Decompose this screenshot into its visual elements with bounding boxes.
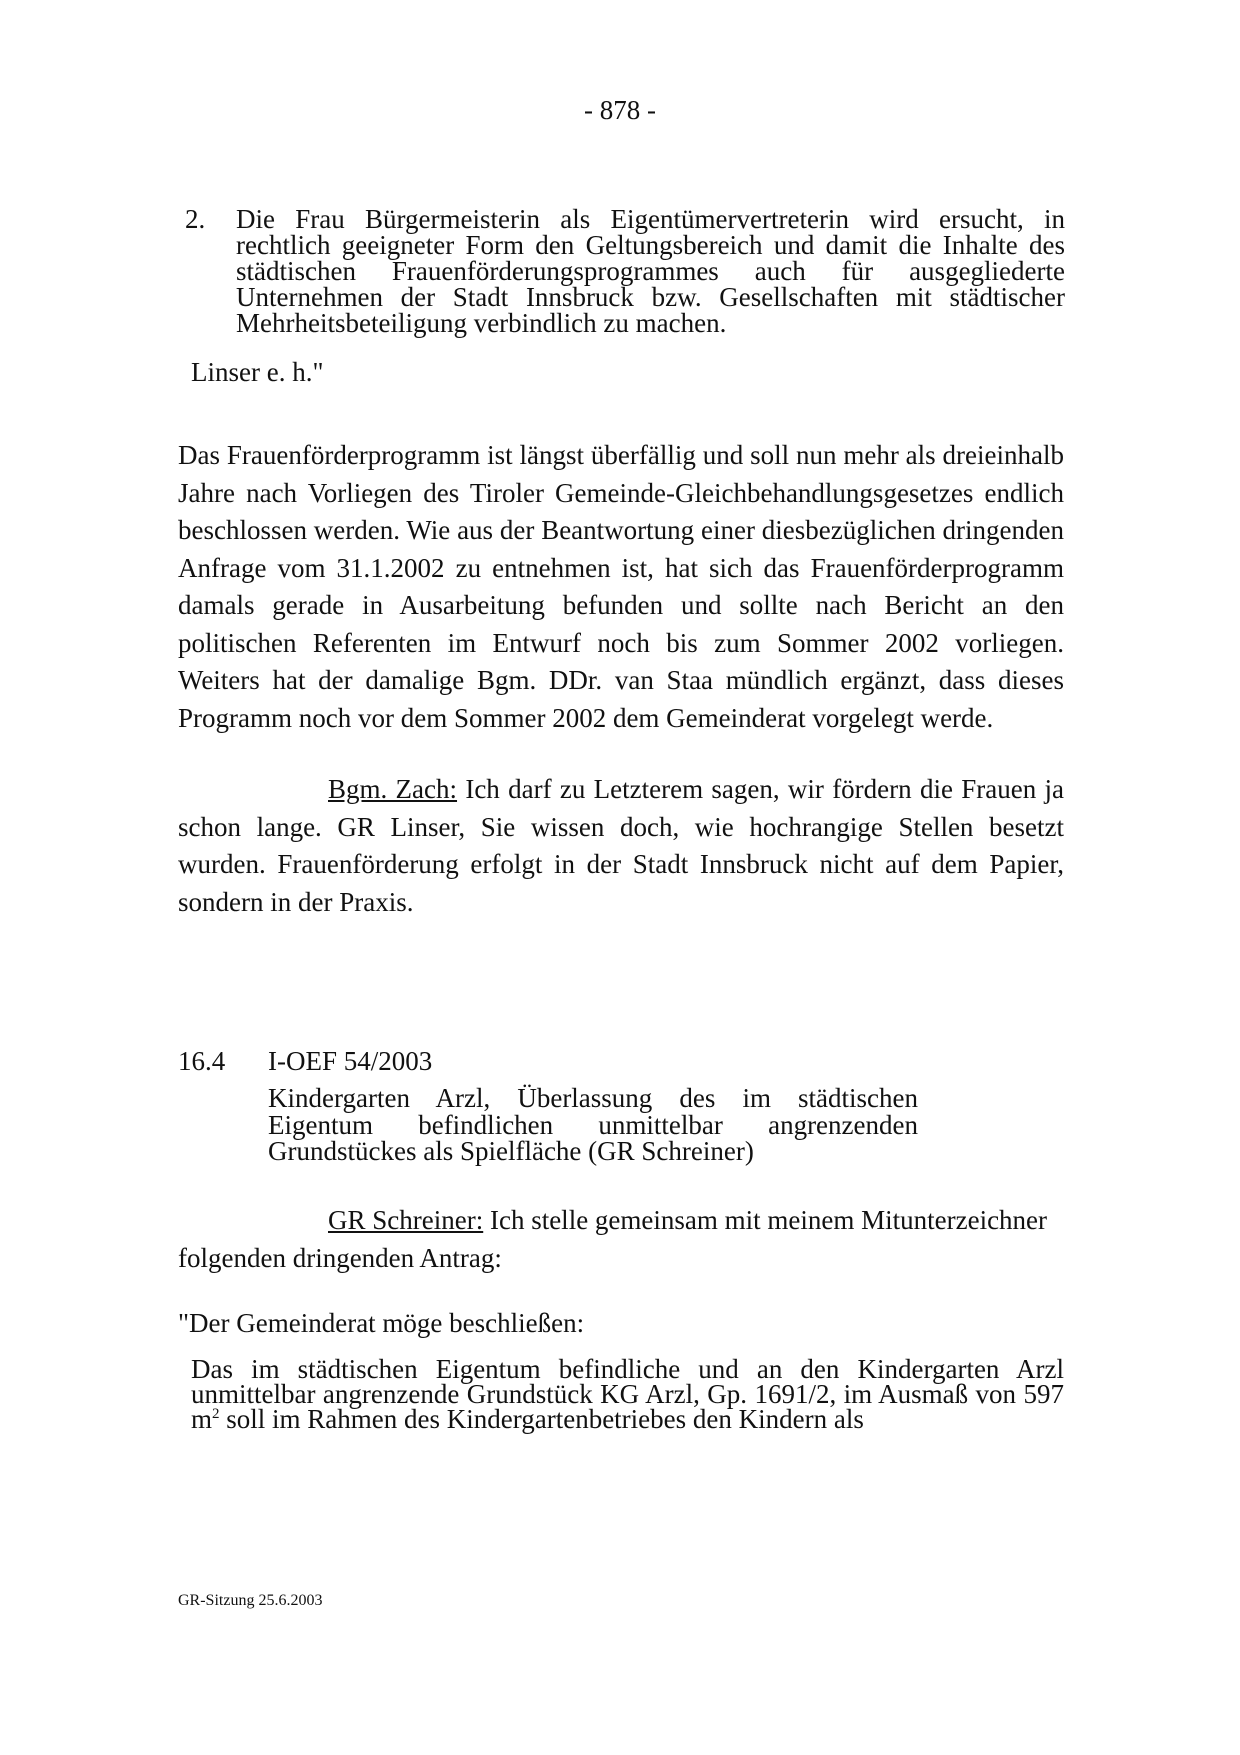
agenda-item-subject: Kindergarten Arzl, Überlassung des im städtischen Eigentum befindlichen unmittelbar angrenzenden Grundstückes als Spielfläche (GR Schreiner) xyxy=(268,1083,918,1166)
speaker-statement: Ich darf zu Letzterem sagen, wir fördern die Frauen ja schon lange. GR Linser, Sie wissen doch, wie hochrangige Stellen besetzt wurden. Frauenförderung erfolgt in der Stadt Innsbruck nicht auf dem Papier, sondern in der Praxis. xyxy=(178,774,1064,917)
agenda-item-number: 16.4 xyxy=(178,1046,226,1076)
page-footer: GR-Sitzung 25.6.2003 xyxy=(178,1592,323,1609)
list-item-number: 2. xyxy=(185,204,206,234)
area-unit-superscript: 2 xyxy=(212,1406,220,1422)
motion-body xyxy=(191,1354,1064,1434)
body-paragraph-2 xyxy=(178,771,1064,921)
agenda-item-reference: I-OEF 54/2003 xyxy=(268,1046,433,1076)
motion-text-part-1: Das im städtischen Eigentum befindliche und an den Kindergarten Arzl unmittelbar angrenzende Grundstück KG Arzl, Gp. 1691/2, im Ausmaß von 597 m xyxy=(191,1354,1064,1434)
motion-text-part-2: soll im Rahmen des Kindergartenbetriebes den Kindern als xyxy=(219,1404,864,1434)
page-number: - 878 - xyxy=(584,95,656,125)
body-paragraph-1: Das Frauenförderprogramm ist längst überfällig und soll nun mehr als dreieinhalb Jahre nach Vorliegen des Tiroler Gemeinde-Gleichbehandlungsgesetzes endlich beschlossen werden. Wie aus der Beantwortung einer diesbezüglichen dringenden Anfrage vom 31.1.2002 zu entnehmen ist, hat sich das Frauenförderprogramm damals gerade in Ausarbeitung befunden und sollte nach Bericht an den politischen Referenten im Entwurf noch bis zum Sommer 2002 vorliegen. Weiters hat der damalige Bgm. DDr. van Staa mündlich ergänzt, dass dieses Programm noch vor dem Sommer 2002 dem Gemeinderat vorgelegt werde. xyxy=(178,440,1064,733)
speaker-statement: Ich stelle gemeinsam mit meinem Mitunterzeichner folgenden dringenden Antrag: xyxy=(178,1205,1048,1273)
speaker-name: GR Schreiner: xyxy=(328,1205,484,1235)
motion-list-item xyxy=(185,206,1065,336)
body-paragraph-3 xyxy=(178,1201,1048,1277)
signature-line: Linser e. h." xyxy=(191,357,324,387)
list-item-text: Die Frau Bürgermeisterin als Eigentümervertreterin wird ersucht, in rechtlich geeigneter Form den Geltungsbereich und damit die Inhalte des städtischen Frauenförderungsprogrammes auch für ausgegliederte Unternehmen der Stadt Innsbruck bzw. Gesellschaften mit städtischer Mehrheitsbeteiligung verbindlich zu machen. xyxy=(236,204,1065,338)
motion-intro: "Der Gemeinderat möge beschließen: xyxy=(178,1308,585,1338)
speaker-name: Bgm. Zach: xyxy=(328,774,458,804)
